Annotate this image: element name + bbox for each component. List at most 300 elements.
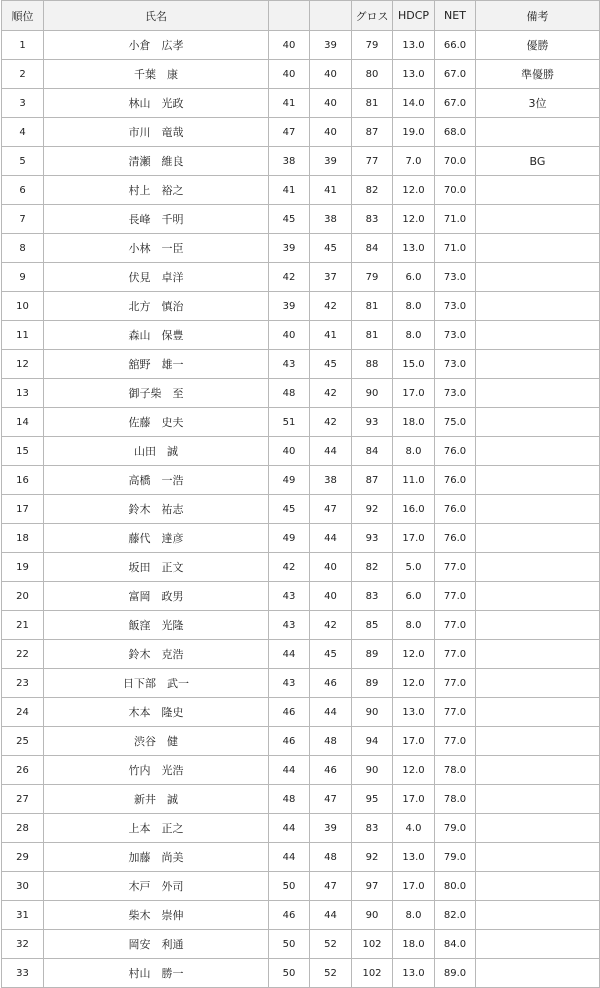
- cell-gross: 79: [352, 31, 393, 60]
- cell-hdcp: 13.0: [393, 31, 435, 60]
- table-row: [2, 640, 600, 669]
- cell-in: 46: [310, 669, 352, 698]
- cell-gross: 97: [352, 872, 393, 901]
- cell-remarks: [476, 698, 600, 727]
- cell-hdcp: 8.0: [393, 611, 435, 640]
- cell-out: 50: [269, 930, 310, 959]
- table-row: [2, 872, 600, 901]
- cell-gross: 88: [352, 350, 393, 379]
- cell-net: 70.0: [435, 147, 476, 176]
- cell-name: 木戸 外司: [44, 872, 269, 901]
- cell-in: 47: [310, 785, 352, 814]
- cell-name: 北方 慎治: [44, 292, 269, 321]
- table-row: [2, 553, 600, 582]
- cell-remarks: [476, 321, 600, 350]
- cell-in: 39: [310, 814, 352, 843]
- cell-out: 42: [269, 553, 310, 582]
- cell-rank: 20: [2, 582, 44, 611]
- cell-out: 47: [269, 118, 310, 147]
- cell-net: 66.0: [435, 31, 476, 60]
- cell-in: 42: [310, 379, 352, 408]
- cell-remarks: [476, 814, 600, 843]
- cell-gross: 90: [352, 901, 393, 930]
- table-row: [2, 379, 600, 408]
- cell-net: 77.0: [435, 727, 476, 756]
- cell-in: 44: [310, 901, 352, 930]
- cell-remarks: [476, 640, 600, 669]
- table-row: [2, 31, 600, 60]
- cell-hdcp: 6.0: [393, 263, 435, 292]
- cell-name: 高橋 一浩: [44, 466, 269, 495]
- cell-net: 79.0: [435, 814, 476, 843]
- cell-out: 49: [269, 466, 310, 495]
- cell-net: 89.0: [435, 959, 476, 988]
- cell-remarks: [476, 756, 600, 785]
- table-row: [2, 321, 600, 350]
- cell-out: 45: [269, 495, 310, 524]
- cell-in: 45: [310, 234, 352, 263]
- cell-in: 47: [310, 872, 352, 901]
- table-row: [2, 118, 600, 147]
- cell-out: 39: [269, 292, 310, 321]
- cell-out: 44: [269, 640, 310, 669]
- cell-remarks: [476, 350, 600, 379]
- cell-out: 38: [269, 147, 310, 176]
- table-row: [2, 901, 600, 930]
- header-hdcp: HDCP: [393, 1, 435, 31]
- table-row: [2, 814, 600, 843]
- cell-hdcp: 8.0: [393, 437, 435, 466]
- cell-remarks: [476, 843, 600, 872]
- cell-in: 41: [310, 176, 352, 205]
- cell-name: 清瀬 維良: [44, 147, 269, 176]
- cell-rank: 4: [2, 118, 44, 147]
- cell-remarks: [476, 872, 600, 901]
- cell-out: 42: [269, 263, 310, 292]
- cell-net: 73.0: [435, 263, 476, 292]
- cell-name: 舘野 雄一: [44, 350, 269, 379]
- table-row: [2, 930, 600, 959]
- table-row: [2, 205, 600, 234]
- cell-in: 40: [310, 118, 352, 147]
- cell-name: 木本 隆史: [44, 698, 269, 727]
- cell-rank: 10: [2, 292, 44, 321]
- cell-name: 市川 竜哉: [44, 118, 269, 147]
- cell-in: 52: [310, 959, 352, 988]
- cell-remarks: [476, 959, 600, 988]
- cell-in: 38: [310, 205, 352, 234]
- cell-rank: 21: [2, 611, 44, 640]
- cell-out: 48: [269, 785, 310, 814]
- cell-rank: 18: [2, 524, 44, 553]
- cell-hdcp: 4.0: [393, 814, 435, 843]
- cell-name: 林山 光政: [44, 89, 269, 118]
- cell-rank: 32: [2, 930, 44, 959]
- cell-net: 73.0: [435, 350, 476, 379]
- cell-in: 40: [310, 582, 352, 611]
- cell-gross: 90: [352, 698, 393, 727]
- cell-rank: 1: [2, 31, 44, 60]
- cell-name: 御子柴 至: [44, 379, 269, 408]
- cell-rank: 11: [2, 321, 44, 350]
- cell-gross: 85: [352, 611, 393, 640]
- cell-out: 50: [269, 959, 310, 988]
- table-row: [2, 408, 600, 437]
- cell-name: 佐藤 史夫: [44, 408, 269, 437]
- results-table: [1, 0, 600, 988]
- cell-net: 75.0: [435, 408, 476, 437]
- cell-out: 45: [269, 205, 310, 234]
- cell-out: 51: [269, 408, 310, 437]
- cell-remarks: [476, 205, 600, 234]
- table-row: [2, 147, 600, 176]
- cell-in: 41: [310, 321, 352, 350]
- cell-in: 40: [310, 553, 352, 582]
- cell-gross: 94: [352, 727, 393, 756]
- cell-name: 加藤 尚美: [44, 843, 269, 872]
- cell-hdcp: 12.0: [393, 176, 435, 205]
- cell-remarks: [476, 263, 600, 292]
- cell-name: 小林 一臣: [44, 234, 269, 263]
- cell-gross: 83: [352, 205, 393, 234]
- cell-gross: 89: [352, 640, 393, 669]
- table-row: [2, 582, 600, 611]
- cell-out: 48: [269, 379, 310, 408]
- cell-rank: 8: [2, 234, 44, 263]
- cell-out: 50: [269, 872, 310, 901]
- cell-hdcp: 16.0: [393, 495, 435, 524]
- cell-name: 富岡 政男: [44, 582, 269, 611]
- cell-gross: 84: [352, 234, 393, 263]
- cell-rank: 29: [2, 843, 44, 872]
- cell-gross: 90: [352, 379, 393, 408]
- cell-in: 45: [310, 640, 352, 669]
- cell-remarks: [476, 785, 600, 814]
- cell-gross: 102: [352, 930, 393, 959]
- cell-rank: 33: [2, 959, 44, 988]
- table-row: [2, 785, 600, 814]
- cell-remarks: [476, 930, 600, 959]
- cell-gross: 92: [352, 843, 393, 872]
- table-row: [2, 727, 600, 756]
- cell-in: 47: [310, 495, 352, 524]
- cell-in: 52: [310, 930, 352, 959]
- table-row: [2, 843, 600, 872]
- cell-in: 42: [310, 611, 352, 640]
- cell-hdcp: 6.0: [393, 582, 435, 611]
- cell-gross: 93: [352, 408, 393, 437]
- cell-in: 39: [310, 31, 352, 60]
- cell-hdcp: 5.0: [393, 553, 435, 582]
- cell-remarks: [476, 495, 600, 524]
- cell-in: 38: [310, 466, 352, 495]
- cell-name: 日下部 武一: [44, 669, 269, 698]
- cell-rank: 27: [2, 785, 44, 814]
- cell-rank: 13: [2, 379, 44, 408]
- cell-rank: 19: [2, 553, 44, 582]
- cell-hdcp: 18.0: [393, 408, 435, 437]
- cell-out: 46: [269, 698, 310, 727]
- cell-name: 竹内 光浩: [44, 756, 269, 785]
- table-row: [2, 89, 600, 118]
- cell-hdcp: 7.0: [393, 147, 435, 176]
- cell-out: 41: [269, 176, 310, 205]
- cell-name: 千葉 康: [44, 60, 269, 89]
- cell-rank: 3: [2, 89, 44, 118]
- cell-net: 67.0: [435, 89, 476, 118]
- cell-net: 77.0: [435, 669, 476, 698]
- cell-net: 77.0: [435, 640, 476, 669]
- cell-hdcp: 13.0: [393, 959, 435, 988]
- cell-net: 79.0: [435, 843, 476, 872]
- cell-remarks: [476, 379, 600, 408]
- cell-rank: 2: [2, 60, 44, 89]
- table-row: [2, 669, 600, 698]
- cell-gross: 95: [352, 785, 393, 814]
- cell-remarks: [476, 292, 600, 321]
- cell-in: 40: [310, 60, 352, 89]
- table-row: [2, 466, 600, 495]
- cell-name: 長峰 千明: [44, 205, 269, 234]
- table-row: [2, 176, 600, 205]
- cell-out: 40: [269, 321, 310, 350]
- cell-rank: 16: [2, 466, 44, 495]
- cell-out: 44: [269, 843, 310, 872]
- cell-hdcp: 13.0: [393, 698, 435, 727]
- cell-remarks: 優勝: [476, 31, 600, 60]
- cell-name: 飯窪 光隆: [44, 611, 269, 640]
- cell-hdcp: 13.0: [393, 234, 435, 263]
- cell-in: 37: [310, 263, 352, 292]
- cell-gross: 83: [352, 814, 393, 843]
- cell-hdcp: 12.0: [393, 205, 435, 234]
- cell-rank: 24: [2, 698, 44, 727]
- cell-gross: 81: [352, 89, 393, 118]
- cell-remarks: [476, 118, 600, 147]
- cell-remarks: [476, 524, 600, 553]
- cell-rank: 17: [2, 495, 44, 524]
- cell-net: 73.0: [435, 379, 476, 408]
- cell-remarks: [476, 727, 600, 756]
- cell-rank: 6: [2, 176, 44, 205]
- cell-gross: 102: [352, 959, 393, 988]
- cell-net: 84.0: [435, 930, 476, 959]
- header-name: 氏名: [44, 1, 269, 31]
- table-row: [2, 437, 600, 466]
- cell-in: 48: [310, 843, 352, 872]
- cell-gross: 82: [352, 176, 393, 205]
- cell-net: 77.0: [435, 611, 476, 640]
- cell-rank: 31: [2, 901, 44, 930]
- cell-rank: 25: [2, 727, 44, 756]
- header-in: [310, 1, 352, 31]
- cell-out: 40: [269, 60, 310, 89]
- cell-gross: 87: [352, 118, 393, 147]
- table-row: [2, 524, 600, 553]
- cell-name: 渋谷 健: [44, 727, 269, 756]
- cell-gross: 92: [352, 495, 393, 524]
- cell-net: 78.0: [435, 785, 476, 814]
- cell-remarks: [476, 176, 600, 205]
- cell-gross: 84: [352, 437, 393, 466]
- cell-in: 44: [310, 524, 352, 553]
- cell-in: 42: [310, 292, 352, 321]
- cell-hdcp: 17.0: [393, 524, 435, 553]
- cell-hdcp: 17.0: [393, 785, 435, 814]
- cell-in: 48: [310, 727, 352, 756]
- cell-name: 小倉 広孝: [44, 31, 269, 60]
- cell-in: 45: [310, 350, 352, 379]
- cell-rank: 9: [2, 263, 44, 292]
- table-row: [2, 959, 600, 988]
- cell-net: 76.0: [435, 437, 476, 466]
- header-remarks: 備考: [476, 1, 600, 31]
- table-row: [2, 263, 600, 292]
- cell-net: 82.0: [435, 901, 476, 930]
- cell-rank: 28: [2, 814, 44, 843]
- cell-net: 80.0: [435, 872, 476, 901]
- table-row: [2, 698, 600, 727]
- cell-net: 77.0: [435, 582, 476, 611]
- cell-hdcp: 13.0: [393, 60, 435, 89]
- cell-gross: 87: [352, 466, 393, 495]
- cell-hdcp: 19.0: [393, 118, 435, 147]
- cell-net: 78.0: [435, 756, 476, 785]
- cell-remarks: BG: [476, 147, 600, 176]
- cell-out: 46: [269, 901, 310, 930]
- cell-name: 鈴木 祐志: [44, 495, 269, 524]
- cell-name: 鈴木 克浩: [44, 640, 269, 669]
- cell-in: 44: [310, 437, 352, 466]
- cell-out: 43: [269, 350, 310, 379]
- cell-remarks: [476, 466, 600, 495]
- cell-out: 41: [269, 89, 310, 118]
- cell-name: 森山 保豊: [44, 321, 269, 350]
- cell-hdcp: 12.0: [393, 640, 435, 669]
- cell-hdcp: 8.0: [393, 292, 435, 321]
- cell-hdcp: 8.0: [393, 901, 435, 930]
- cell-gross: 81: [352, 292, 393, 321]
- cell-gross: 77: [352, 147, 393, 176]
- cell-net: 71.0: [435, 234, 476, 263]
- cell-remarks: [476, 611, 600, 640]
- cell-in: 40: [310, 89, 352, 118]
- cell-net: 71.0: [435, 205, 476, 234]
- cell-remarks: [476, 437, 600, 466]
- table-row: [2, 60, 600, 89]
- cell-gross: 81: [352, 321, 393, 350]
- table-row: [2, 350, 600, 379]
- cell-net: 77.0: [435, 698, 476, 727]
- table-body: [2, 31, 600, 988]
- cell-name: 柴木 崇伸: [44, 901, 269, 930]
- cell-hdcp: 17.0: [393, 727, 435, 756]
- cell-gross: 89: [352, 669, 393, 698]
- cell-out: 40: [269, 437, 310, 466]
- cell-remarks: [476, 553, 600, 582]
- cell-name: 新井 誠: [44, 785, 269, 814]
- cell-hdcp: 15.0: [393, 350, 435, 379]
- cell-net: 73.0: [435, 292, 476, 321]
- cell-remarks: [476, 408, 600, 437]
- cell-gross: 79: [352, 263, 393, 292]
- cell-name: 村山 勝一: [44, 959, 269, 988]
- cell-hdcp: 13.0: [393, 843, 435, 872]
- header-out: [269, 1, 310, 31]
- cell-rank: 5: [2, 147, 44, 176]
- table-row: [2, 611, 600, 640]
- header-rank: 順位: [2, 1, 44, 31]
- cell-out: 40: [269, 31, 310, 60]
- cell-hdcp: 17.0: [393, 379, 435, 408]
- table-row: [2, 292, 600, 321]
- cell-gross: 82: [352, 553, 393, 582]
- cell-hdcp: 11.0: [393, 466, 435, 495]
- table-header-row: [2, 1, 600, 31]
- cell-remarks: 準優勝: [476, 60, 600, 89]
- header-net: NET: [435, 1, 476, 31]
- cell-net: 67.0: [435, 60, 476, 89]
- cell-rank: 22: [2, 640, 44, 669]
- cell-hdcp: 12.0: [393, 669, 435, 698]
- cell-net: 76.0: [435, 466, 476, 495]
- cell-rank: 15: [2, 437, 44, 466]
- cell-hdcp: 18.0: [393, 930, 435, 959]
- cell-remarks: [476, 582, 600, 611]
- cell-name: 坂田 正文: [44, 553, 269, 582]
- cell-remarks: [476, 901, 600, 930]
- cell-net: 77.0: [435, 553, 476, 582]
- table-row: [2, 756, 600, 785]
- cell-remarks: 3位: [476, 89, 600, 118]
- cell-net: 70.0: [435, 176, 476, 205]
- cell-net: 76.0: [435, 524, 476, 553]
- cell-out: 46: [269, 727, 310, 756]
- cell-name: 藤代 達彦: [44, 524, 269, 553]
- cell-out: 43: [269, 582, 310, 611]
- cell-remarks: [476, 669, 600, 698]
- cell-net: 76.0: [435, 495, 476, 524]
- cell-name: 山田 誠: [44, 437, 269, 466]
- cell-net: 68.0: [435, 118, 476, 147]
- cell-hdcp: 12.0: [393, 756, 435, 785]
- cell-gross: 93: [352, 524, 393, 553]
- cell-hdcp: 17.0: [393, 872, 435, 901]
- cell-rank: 12: [2, 350, 44, 379]
- cell-gross: 83: [352, 582, 393, 611]
- cell-rank: 30: [2, 872, 44, 901]
- cell-name: 岡安 利通: [44, 930, 269, 959]
- cell-rank: 26: [2, 756, 44, 785]
- cell-in: 42: [310, 408, 352, 437]
- cell-hdcp: 14.0: [393, 89, 435, 118]
- cell-rank: 23: [2, 669, 44, 698]
- cell-out: 44: [269, 814, 310, 843]
- cell-gross: 90: [352, 756, 393, 785]
- cell-in: 44: [310, 698, 352, 727]
- cell-name: 伏見 卓洋: [44, 263, 269, 292]
- table-row: [2, 234, 600, 263]
- cell-out: 43: [269, 611, 310, 640]
- cell-gross: 80: [352, 60, 393, 89]
- cell-out: 44: [269, 756, 310, 785]
- cell-in: 46: [310, 756, 352, 785]
- cell-out: 49: [269, 524, 310, 553]
- cell-hdcp: 8.0: [393, 321, 435, 350]
- cell-net: 73.0: [435, 321, 476, 350]
- cell-name: 村上 裕之: [44, 176, 269, 205]
- cell-out: 43: [269, 669, 310, 698]
